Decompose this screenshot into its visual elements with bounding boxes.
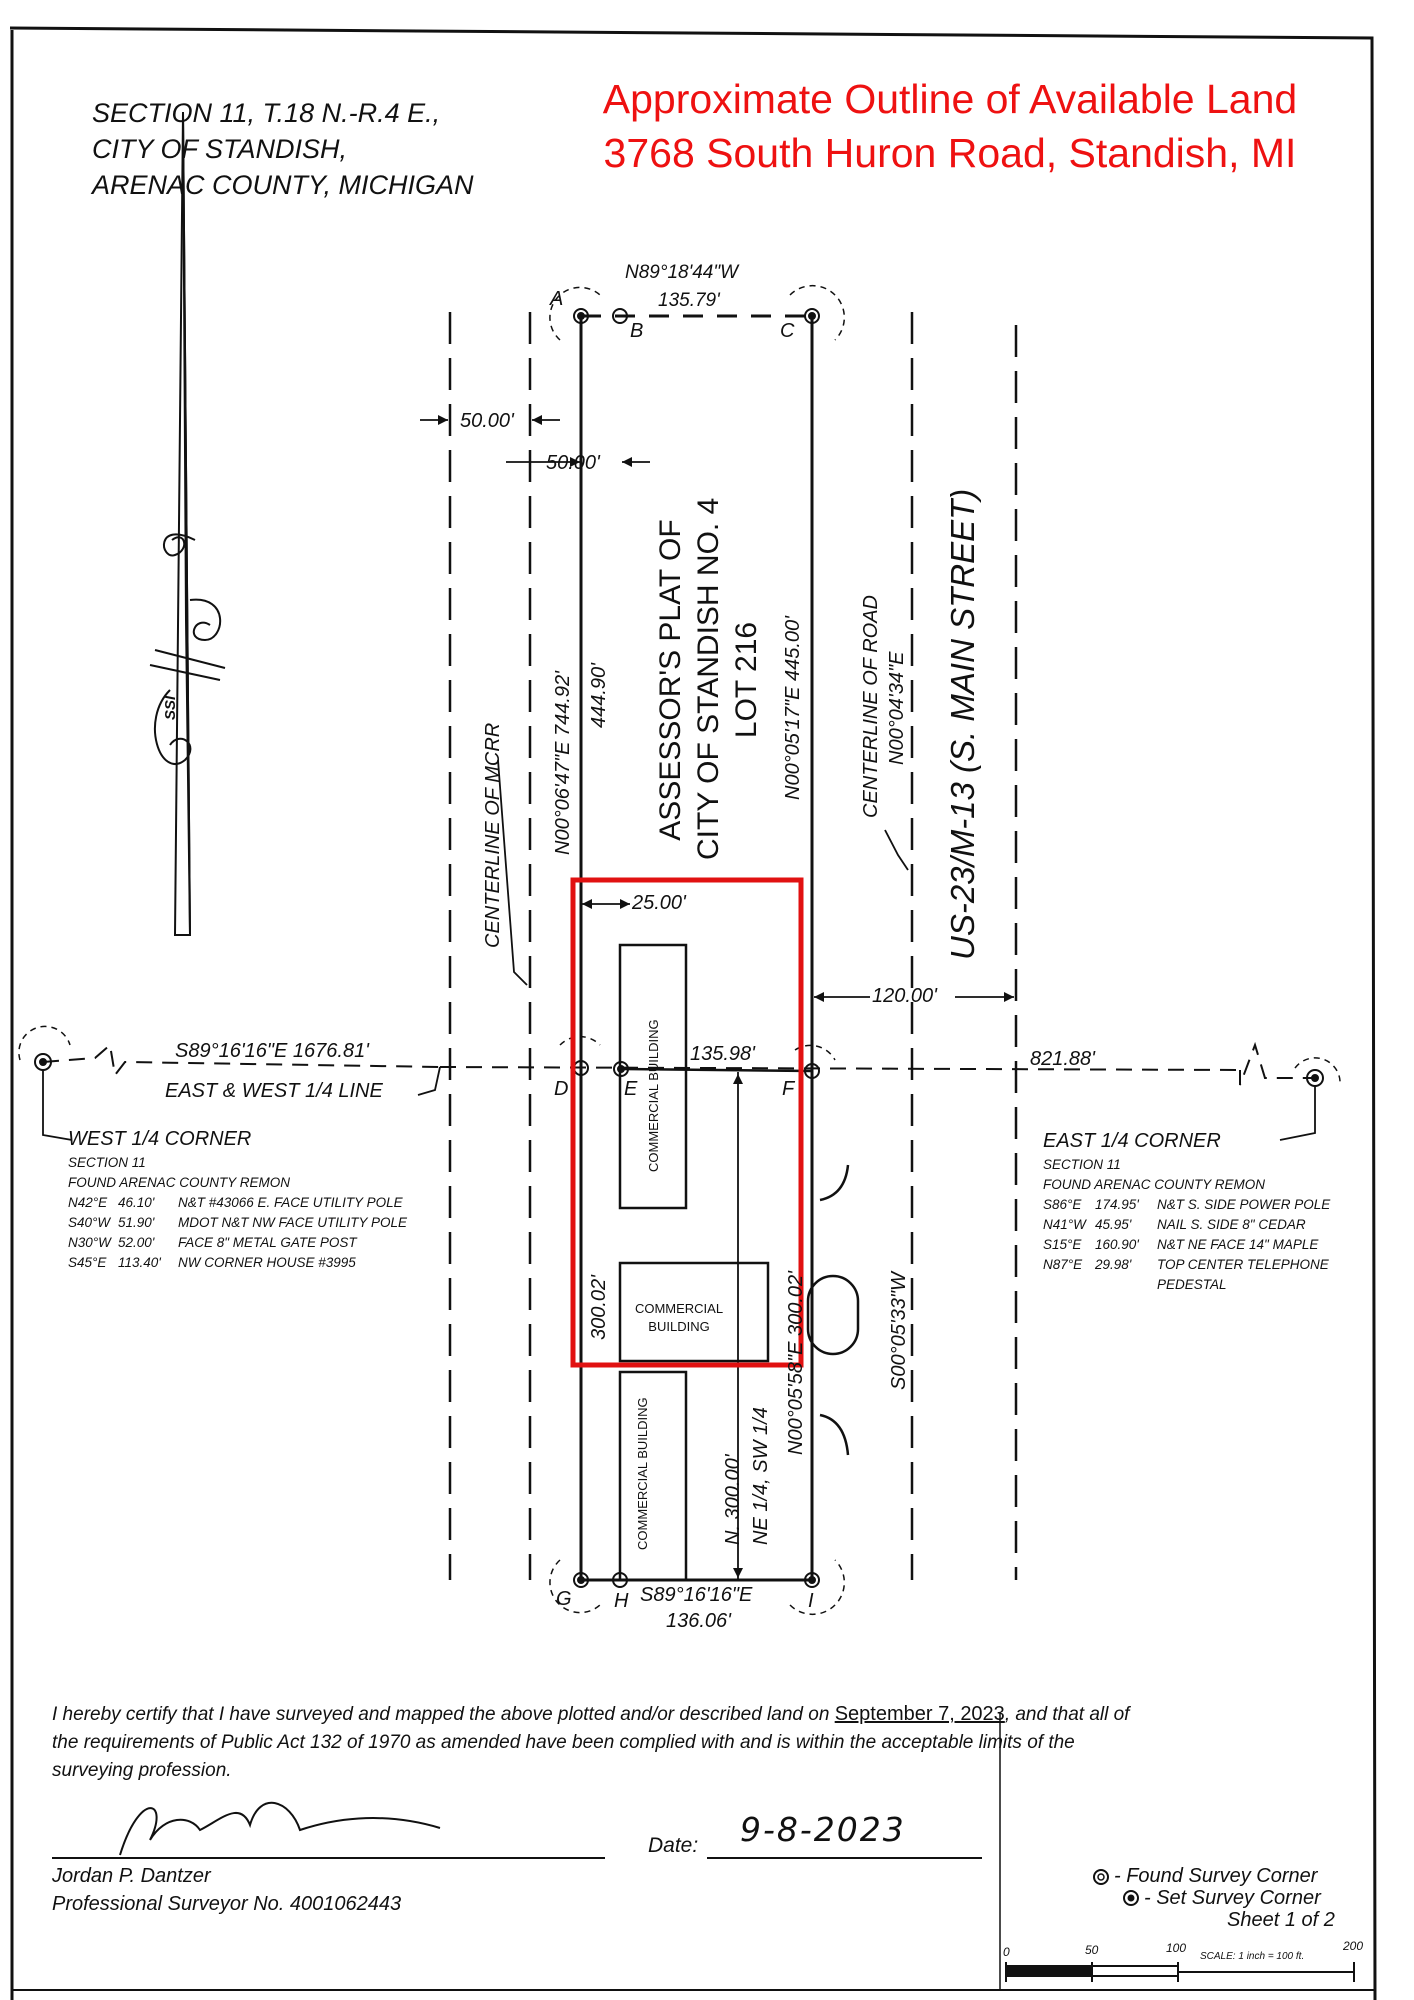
location-block — [92, 95, 474, 203]
plat-line-1: ASSESSOR'S PLAT OF — [654, 519, 687, 841]
found-corner-symbol — [1094, 1870, 1108, 1884]
top-distance: 135.79' — [658, 290, 720, 311]
dim-bottom-bearing: S89°16'16"E — [640, 1584, 753, 1606]
top-bearing: N89°18'44"W — [625, 262, 739, 283]
red-title — [570, 72, 1330, 180]
scale-50: 50 — [1085, 1943, 1099, 1957]
scale-0: 0 — [1003, 1945, 1010, 1959]
east-corner-notes — [1043, 1127, 1330, 1295]
legend-found: - Found Survey Corner — [1114, 1865, 1318, 1887]
east-ref-1: S86°E 174.95' N&T S. SIDE POWER POLE — [1043, 1197, 1331, 1212]
road-centerline-bearing: N00°04'34"E — [886, 651, 908, 765]
dim-right-bearing: N00°05'17"E 445.00' — [782, 616, 804, 800]
dim-25: 25.00' — [632, 892, 686, 914]
sheet-number: Sheet 1 of 2 — [1227, 1909, 1335, 1931]
island — [808, 1276, 858, 1354]
commercial-building-3 — [620, 1372, 686, 1580]
east-ref-3: S15°E 160.90' N&T NE FACE 14" MAPLE — [1043, 1237, 1319, 1252]
dim-120: 120.00' — [872, 985, 937, 1007]
north-arrow — [150, 112, 225, 935]
legend-set: - Set Survey Corner — [1144, 1887, 1321, 1909]
mcrr-label: CENTERLINE OF MCRR — [482, 722, 504, 948]
east-corner-line-2: FOUND ARENAC COUNTY REMON — [1043, 1177, 1266, 1192]
building-3-label: COMMERCIAL BUILDING — [635, 1397, 650, 1550]
surveyor-block — [52, 1862, 401, 1918]
east-ref-4: N87°E 29.98' TOP CENTER TELEPHONE — [1043, 1257, 1329, 1272]
scale-200: 200 — [1343, 1939, 1364, 1953]
red-title-line-1: Approximate Outline of Available Land — [602, 76, 1298, 122]
plat-line-3: LOT 216 — [730, 621, 763, 739]
point-f: F — [782, 1078, 795, 1100]
red-title-line-2: 3768 South Huron Road, Standish, MI — [603, 130, 1297, 176]
cert-line-3: surveying profession. — [52, 1760, 232, 1781]
dim-bottom-distance: 136.06' — [666, 1610, 731, 1632]
quarter-line-east — [1240, 1045, 1315, 1085]
ssi-logo-text: SSI — [162, 695, 179, 720]
west-corner-line-1: SECTION 11 — [68, 1155, 146, 1170]
point-e: E — [624, 1078, 638, 1100]
dim-ef: 135.98' — [690, 1043, 755, 1065]
point-a: A — [550, 288, 564, 310]
date-handwritten: 9-8-2023 — [740, 1810, 906, 1849]
building-2-label — [620, 1300, 738, 1336]
road-centerline-label: CENTERLINE OF ROAD — [860, 595, 882, 818]
point-i: I — [808, 1590, 814, 1612]
location-line-1: SECTION 11, T.18 N.-R.4 E., — [92, 98, 441, 128]
quarter-line-label: EAST & WEST 1/4 LINE — [165, 1080, 383, 1102]
east-ref-2: N41°W 45.95' NAIL S. SIDE 8" CEDAR — [1043, 1217, 1306, 1232]
point-g: G — [556, 1588, 572, 1610]
surveyor-name: Jordan P. Dantzer — [52, 1865, 211, 1887]
dim-n300-2: NE 1/4, SW 1/4 — [750, 1407, 772, 1545]
dim-50-outer: 50.00' — [460, 410, 514, 432]
surveyor-title: Professional Surveyor No. 4001062443 — [52, 1893, 402, 1915]
west-corner-line-2: FOUND ARENAC COUNTY REMON — [68, 1175, 291, 1190]
highway-label: US-23/M-13 (S. MAIN STREET) — [944, 488, 981, 960]
scale-100: 100 — [1166, 1941, 1187, 1955]
dim-east-line: 821.88' — [1030, 1048, 1095, 1070]
east-corner-title: EAST 1/4 CORNER — [1043, 1130, 1221, 1152]
dim-left-300: 300.02' — [588, 1275, 610, 1340]
point-b: B — [630, 320, 644, 342]
building-2-line-1: COMMERCIAL — [634, 1301, 724, 1316]
west-ref-1: N42°E 46.10' N&T #43066 E. FACE UTILITY POLE — [68, 1195, 403, 1210]
dim-right-s: S00°05'33"W — [888, 1272, 910, 1390]
location-line-2: CITY OF STANDISH, — [92, 134, 348, 164]
east-ref-extra: PEDESTAL — [1157, 1277, 1227, 1292]
date-label: Date: — [648, 1834, 699, 1857]
cert-date: September 7, 2023 — [834, 1703, 1005, 1725]
plat-label — [652, 497, 766, 860]
building-1-label: COMMERCIAL BUILDING — [646, 1019, 661, 1172]
certification-block — [52, 1700, 1129, 1785]
west-ref-3: N30°W 52.00' FACE 8" METAL GATE POST — [68, 1235, 357, 1250]
cert-line-1: I hereby certify that I have surveyed and mapped the above plotted and/or described land on September 7, 2023, and that all of — [52, 1703, 1130, 1725]
dim-n300-1: N. 300.00' — [722, 1454, 744, 1545]
scale-label: SCALE: 1 inch = 100 ft. — [1200, 1951, 1305, 1962]
building-2-line-2: BUILDING — [648, 1319, 710, 1334]
west-ref-4: S45°E 113.40' NW CORNER HOUSE #3995 — [68, 1255, 356, 1270]
east-corner-line-1: SECTION 11 — [1043, 1157, 1121, 1172]
signature-scrawl — [120, 1803, 440, 1855]
point-d: D — [554, 1078, 569, 1100]
dim-50-inner: 50.00' — [546, 452, 600, 474]
dim-center-300: N00°05'58"E 300.02' — [785, 1271, 807, 1455]
quarter-line-mid — [440, 1067, 1240, 1070]
west-ref-2: S40°W 51.90' MDOT N&T NW FACE UTILITY POLE — [68, 1215, 408, 1230]
point-c: C — [780, 320, 795, 342]
west-corner-title: WEST 1/4 CORNER — [68, 1128, 252, 1150]
location-line-3: ARENAC COUNTY, MICHIGAN — [92, 170, 474, 200]
dim-left-bearing: N00°06'47"E 744.92' — [552, 671, 574, 855]
point-h: H — [614, 1590, 629, 1612]
plat-line-2: CITY OF STANDISH NO. 4 — [692, 497, 725, 860]
west-corner-notes — [68, 1125, 407, 1273]
dim-west-line: S89°16'16"E 1676.81' — [175, 1040, 370, 1062]
cert-line-2: the requirements of Public Act 132 of 1970 as amended have been complied with and is within the acceptable limits of the — [52, 1732, 1075, 1753]
dim-left-444: 444.90' — [588, 663, 610, 728]
